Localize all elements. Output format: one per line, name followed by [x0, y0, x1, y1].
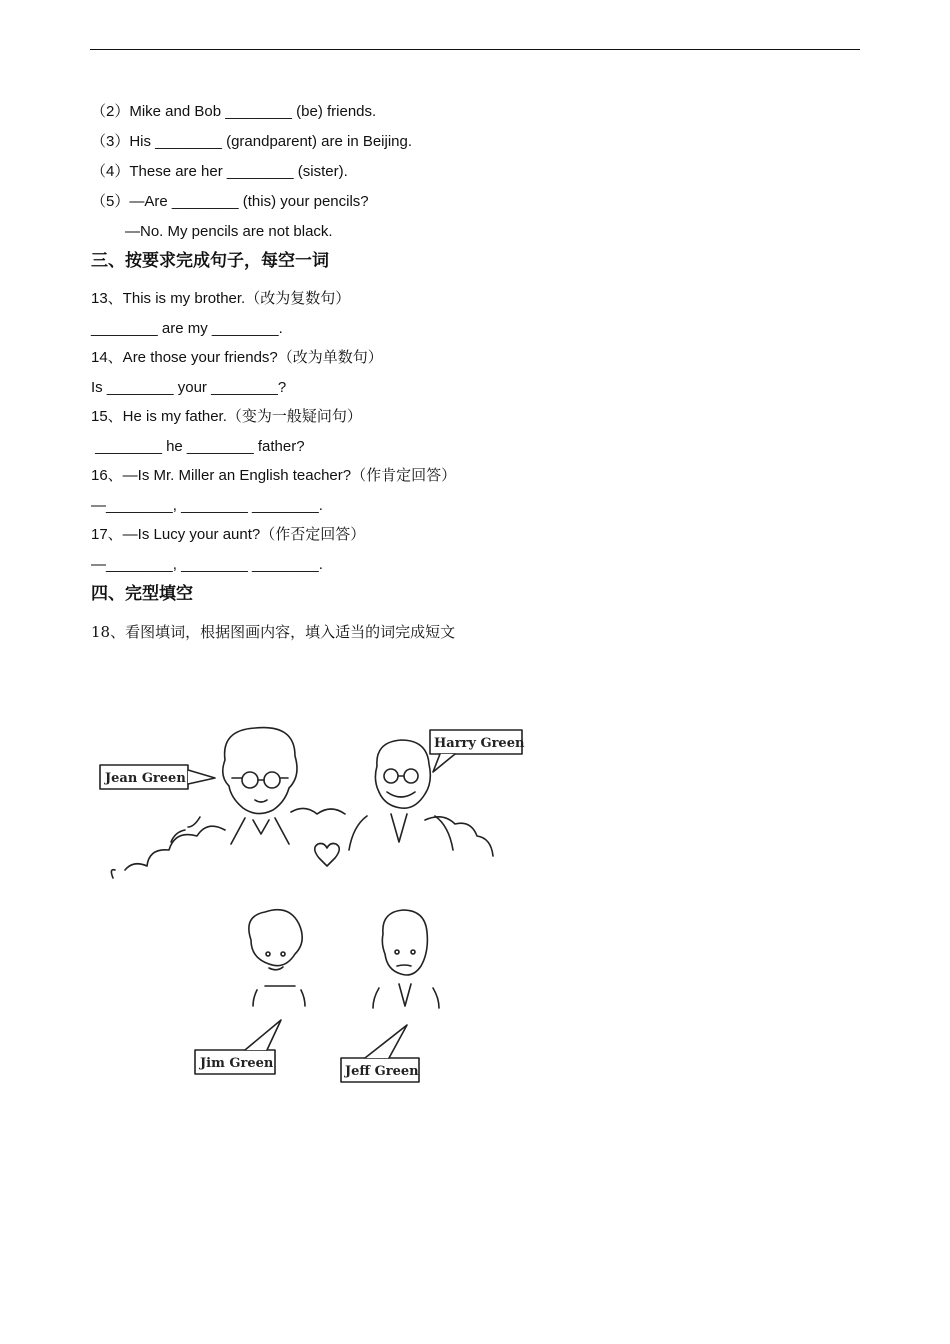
heart-icon [315, 844, 340, 867]
jim-green-figure [249, 910, 305, 1006]
label-jean-green: Jean Green [105, 771, 186, 786]
q16-prompt: 16、—Is Mr. Miller an English teacher?（作肯定回答） [91, 467, 457, 484]
q14-prompt: 14、Are those your friends?（改为单数句） [91, 349, 383, 366]
harry-green-figure [349, 740, 453, 850]
q16-answer-line: —________, ________ ________. [91, 497, 323, 514]
q15-prompt: 15、He is my father.（变为一般疑问句） [91, 408, 362, 425]
section-3-heading: 三、按要求完成句子，每空一词 [91, 251, 329, 271]
q17-prompt: 17、—Is Lucy your aunt?（作否定回答） [91, 526, 366, 543]
label-harry-green: Harry Green [434, 736, 525, 751]
q15-answer-line: ________ he ________ father? [91, 438, 305, 455]
jean-green-figure [223, 728, 297, 844]
header-rule [90, 49, 860, 50]
q12-item-4: （4）These are her ________ (sister). [91, 163, 348, 180]
family-tree-illustration [95, 720, 535, 1090]
q17-answer-line: —________, ________ ________. [91, 556, 323, 573]
jeff-green-figure [373, 910, 439, 1008]
q13-prompt: 13、This is my brother.（改为复数句） [91, 290, 351, 307]
label-jim-green: Jim Green [200, 1056, 274, 1071]
q12-item-5: （5）—Are ________ (this) your pencils? [91, 193, 369, 210]
label-jeff-green: Jeff Green [345, 1064, 419, 1079]
q12-item-3: （3）His ________ (grandparent) are in Beijing. [91, 133, 413, 150]
q13-answer-line: ________ are my ________. [91, 320, 283, 337]
cloud-outline [111, 808, 493, 878]
q12-item-5-answer: —No. My pencils are not black. [125, 223, 333, 240]
q12-item-2: （2）Mike and Bob ________ (be) friends. [91, 103, 377, 120]
q18-prompt: 18、看图填词，根据图画内容，填入适当的词完成短文 [91, 623, 456, 641]
section-4-heading: 四、完型填空 [91, 584, 193, 604]
q14-answer-line: Is ________ your ________? [91, 379, 287, 396]
